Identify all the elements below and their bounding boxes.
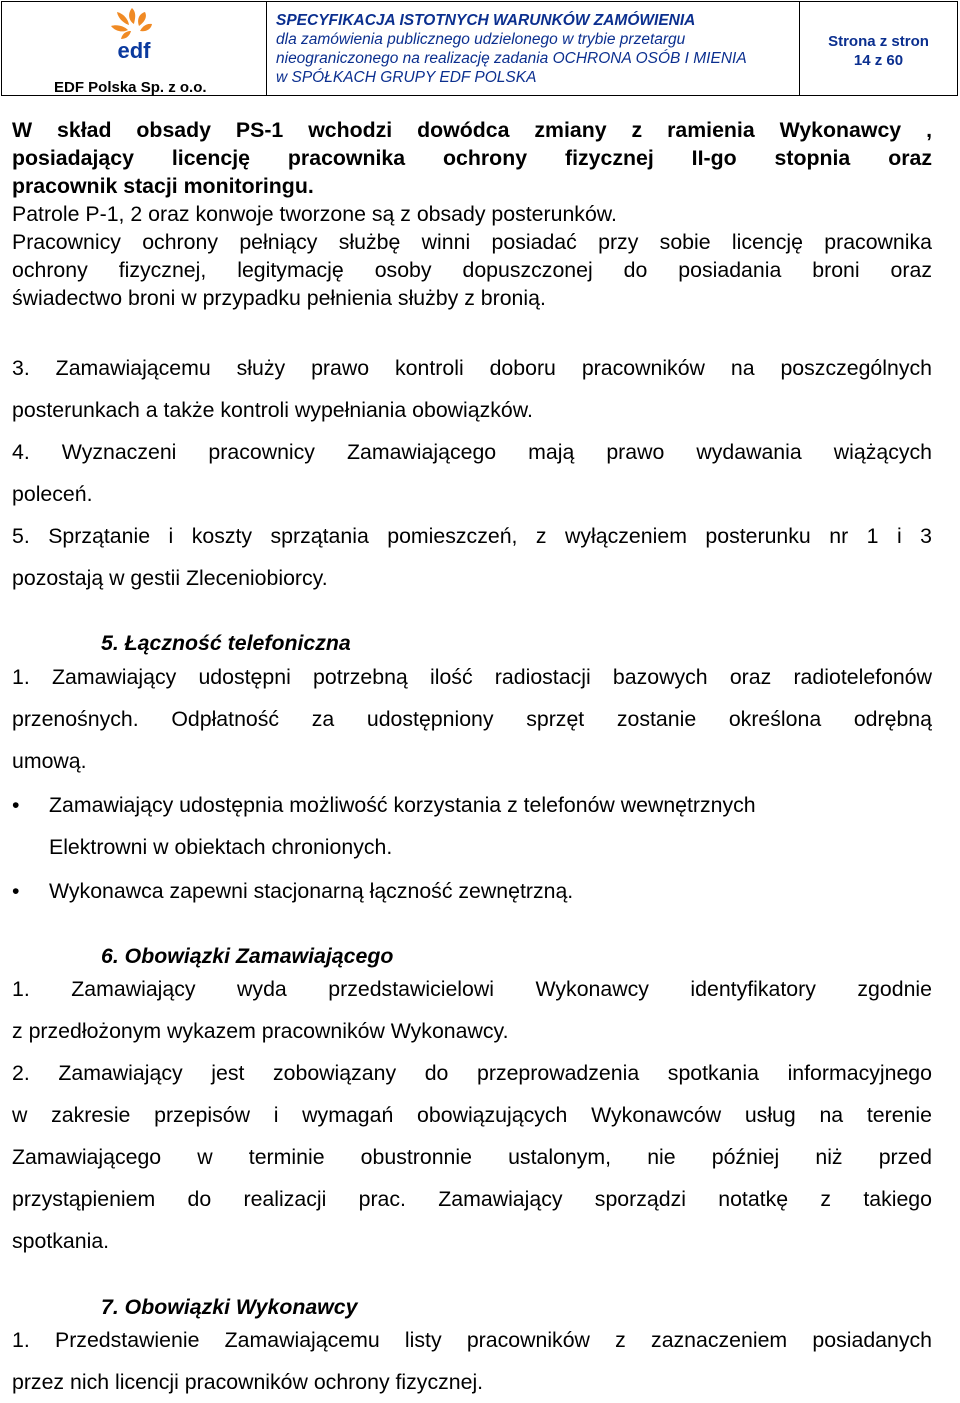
list-item-3 xyxy=(12,347,932,431)
text-line: 1. Zamawiający udostępni potrzebną ilość radiostacji bazowych oraz radiotelefonów xyxy=(12,665,932,689)
text-line: posiadający licencję pracownika ochrony fizycznej II-go stopnia oraz xyxy=(12,146,932,170)
doc-title: SPECYFIKACJA ISTOTNYCH WARUNKÓW ZAMÓWIENIA xyxy=(276,12,696,29)
text-line: 3. Zamawiającemu służy prawo kontroli doboru pracowników na poszczególnych xyxy=(12,356,932,380)
section-7-heading xyxy=(101,1293,901,1321)
text-line: Zamawiającego w terminie obustronnie ustalonym, nie później niż przed xyxy=(12,1145,932,1169)
paragraph-ps1-crew xyxy=(12,116,932,200)
text-line: posterunkach a także kontroli wypełniania obowiązków. xyxy=(12,398,533,422)
text-line: Wykonawca zapewni stacjonarną łączność zewnętrzną. xyxy=(49,879,574,903)
paragraph-licences xyxy=(12,228,932,312)
header-logo-cell xyxy=(2,2,267,95)
text-line: 2. Zamawiający jest zobowiązany do przeprowadzenia spotkania informacyjnego xyxy=(12,1061,932,1085)
logo-wordmark: edf xyxy=(117,38,151,63)
page-label: Strona z stron xyxy=(828,33,929,50)
text-line: ochrony fizycznej, legitymację osoby dopuszczonej do posiadania broni oraz xyxy=(12,258,932,282)
text-line: 5. Sprzątanie i koszty sprzątania pomieszczeń, z wyłączeniem posterunku nr 1 i 3 xyxy=(12,524,932,548)
paragraph-patrols xyxy=(12,200,932,228)
text-line: przez nich licencji pracowników ochrony fizycznej. xyxy=(12,1370,484,1394)
text-line: Patrole P-1, 2 oraz konwoje tworzone są z obsady posterunków. xyxy=(12,202,617,226)
page-number: 14 z 60 xyxy=(853,52,904,69)
text-line: 1. Przedstawienie Zamawiającemu listy pracowników z zaznaczeniem posiadanych xyxy=(12,1328,932,1352)
text-line: Zamawiający udostępnia możliwość korzystania z telefonów wewnętrznych xyxy=(49,793,756,817)
doc-subtitle-line-3: w SPÓŁKACH GRUPY EDF POLSKA xyxy=(276,69,537,86)
text-line: z przedłożonym wykazem pracowników Wykonawcy. xyxy=(12,1019,509,1043)
text-line: przenośnych. Odpłatność za udostępniony sprzęt zostanie określona odrębną xyxy=(12,707,932,731)
section-6-heading xyxy=(101,942,901,970)
section-7-item-1 xyxy=(12,1319,932,1403)
text-line: 1. Zamawiający wyda przedstawicielowi Wykonawcy identyfikatory zgodnie xyxy=(12,977,932,1001)
text-line: 4. Wyznaczeni pracownicy Zamawiającego mają prawo wydawania wiążących xyxy=(12,440,932,464)
heading-text: 7. Obowiązki Wykonawcy xyxy=(101,1295,358,1319)
section-5-heading xyxy=(101,629,901,657)
text-line: Elektrowni w obiektach chronionych. xyxy=(49,835,393,859)
company-name: EDF Polska Sp. z o.o. xyxy=(54,79,207,96)
text-line: w zakresie przepisów i wymagań obowiązujących Wykonawców usług na terenie xyxy=(12,1103,932,1127)
bullet-icon: • xyxy=(12,879,20,903)
text-line: przystąpieniem do realizacji prac. Zamawiający sporządzi notatkę z takiego xyxy=(12,1187,932,1211)
edf-sun-icon xyxy=(105,6,163,64)
text-line: umową. xyxy=(12,749,87,773)
doc-subtitle-line-1: dla zamówienia publicznego udzielonego w trybie przetargu xyxy=(276,31,686,48)
text-line: poleceń. xyxy=(12,482,93,506)
list-item-4 xyxy=(12,431,932,515)
doc-subtitle-line-2: nieograniczonego na realizację zadania OCHRONA OSÓB I MIENIA xyxy=(276,50,747,67)
text-line: W skład obsady PS-1 wchodzi dowódca zmiany z ramienia Wykonawcy , xyxy=(12,118,932,142)
heading-text: 6. Obowiązki Zamawiającego xyxy=(101,944,394,968)
list-item-5 xyxy=(12,515,932,599)
text-line: świadectwo broni w przypadku pełnienia służby z bronią. xyxy=(12,286,546,310)
header-page-cell xyxy=(800,2,957,95)
section-6-item-1 xyxy=(12,968,932,1052)
text-line: Pracownicy ochrony pełniący służbę winni posiadać przy sobie licencję pracownika xyxy=(12,230,932,254)
bullet-icon: • xyxy=(12,793,20,817)
text-line: spotkania. xyxy=(12,1229,110,1253)
document-header xyxy=(1,1,958,96)
edf-logo xyxy=(105,6,163,64)
section-6-item-2 xyxy=(12,1052,932,1262)
bullet-item xyxy=(12,870,932,912)
bullet-item xyxy=(12,784,932,868)
section-5-item-1 xyxy=(12,656,932,782)
text-line: pozostają w gestii Zleceniobiorcy. xyxy=(12,566,328,590)
header-title-cell xyxy=(267,2,800,95)
text-line: pracownik stacji monitoringu. xyxy=(12,174,314,198)
heading-text: 5. Łączność telefoniczna xyxy=(101,631,351,655)
